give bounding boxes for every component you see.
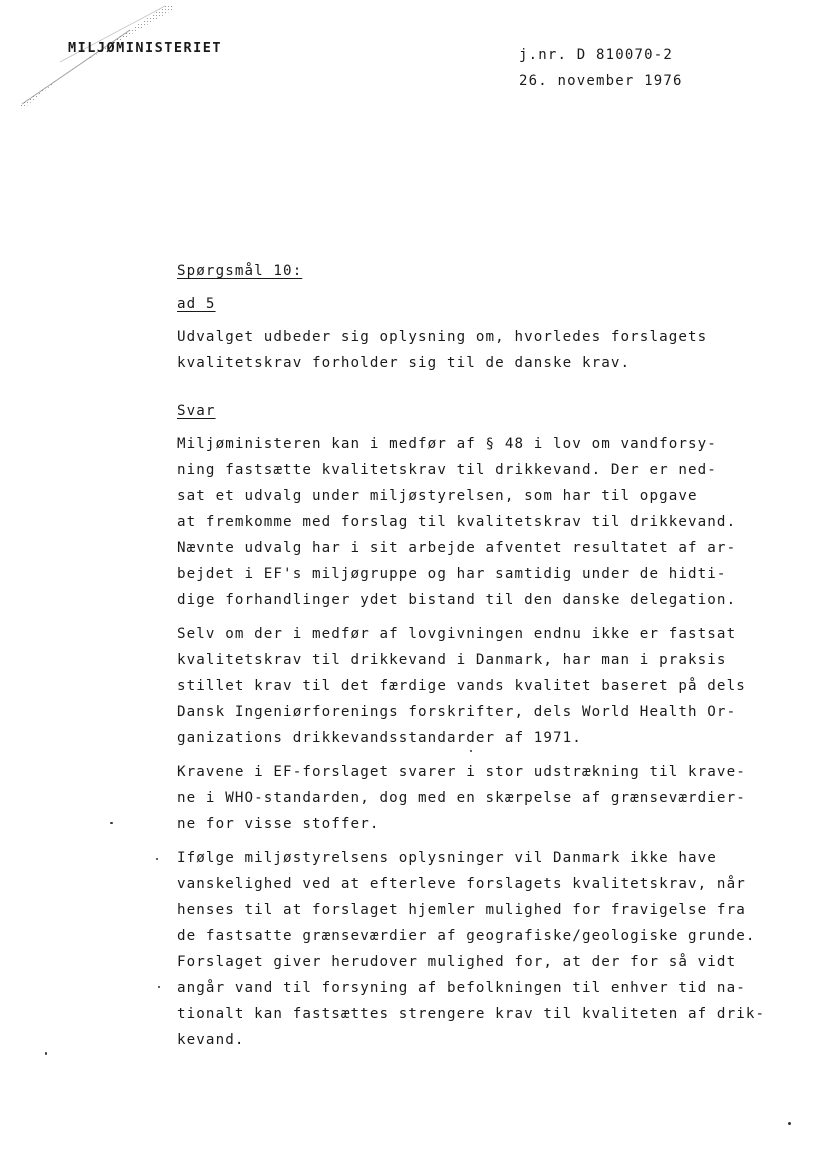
text-line: ganizations drikkevandsstandarder af 1971. bbox=[177, 730, 582, 746]
text-line: Miljøministeren kan i medfør af § 48 i lov om vandforsy- bbox=[177, 436, 717, 452]
text-line: Nævnte udvalg har i sit arbejde afventet resultatet af ar- bbox=[177, 540, 737, 556]
question-text bbox=[177, 324, 777, 376]
scan-speck bbox=[158, 986, 160, 988]
question-heading: Spørgsmål 10: bbox=[177, 263, 303, 279]
text-line: de fastsatte grænseværdier af geografiske/geologiske grunde. bbox=[177, 928, 756, 944]
document-date: 26. november 1976 bbox=[519, 73, 683, 89]
text-line: ning fastsætte kvalitetskrav til drikkevand. Der er ned- bbox=[177, 462, 717, 478]
text-line: kvalitetskrav til drikkevand i Danmark, har man i praksis bbox=[177, 652, 727, 668]
answer-paragraph-3 bbox=[177, 759, 777, 837]
scan-speck bbox=[156, 858, 158, 860]
text-line: tionalt kan fastsættes strengere krav til kvaliteten af drik- bbox=[177, 1006, 766, 1022]
text-line: angår vand til forsyning af befolkningen til enhver tid na- bbox=[177, 980, 746, 996]
text-line: Ifølge miljøstyrelsens oplysninger vil Danmark ikke have bbox=[177, 850, 717, 866]
document-body bbox=[177, 258, 777, 1053]
text-line: at fremkomme med forslag til kvalitetskrav til drikkevand. bbox=[177, 514, 737, 530]
question-subheading: ad 5 bbox=[177, 296, 216, 312]
text-line: henses til at forslaget hjemler mulighed for fravigelse fra bbox=[177, 902, 746, 918]
scan-speck bbox=[470, 750, 472, 752]
text-line: bejdet i EF's miljøgruppe og har samtidig under de hidti- bbox=[177, 566, 727, 582]
scan-speck bbox=[110, 822, 113, 824]
answer-section bbox=[177, 398, 777, 1053]
journal-number: j.nr. D 810070-2 bbox=[519, 47, 674, 63]
text-line: Dansk Ingeniørforenings forskrifter, dels World Health Or- bbox=[177, 704, 737, 720]
text-line: vanskelighed ved at efterleve forslagets kvalitetskrav, når bbox=[177, 876, 746, 892]
text-line: stillet krav til det færdige vands kvalitet baseret på dels bbox=[177, 678, 746, 694]
answer-paragraph-4 bbox=[177, 845, 777, 1053]
text-line: ne for visse stoffer. bbox=[177, 816, 380, 832]
reference-block bbox=[519, 42, 683, 94]
answer-paragraph-2 bbox=[177, 621, 777, 751]
ministry-letterhead: MILJØMINISTERIET bbox=[68, 40, 223, 56]
scan-speck bbox=[788, 1122, 791, 1125]
text-line: Forslaget giver herudover mulighed for, at der for så vidt bbox=[177, 954, 737, 970]
text-line: kvalitetskrav forholder sig til de danske krav. bbox=[177, 355, 631, 371]
text-line: Kravene i EF-forslaget svarer i stor udstrækning til krave- bbox=[177, 764, 746, 780]
text-line: dige forhandlinger ydet bistand til den danske delegation. bbox=[177, 592, 737, 608]
text-line: sat et udvalg under miljøstyrelsen, som har til opgave bbox=[177, 488, 698, 504]
text-line: kevand. bbox=[177, 1032, 245, 1048]
answer-paragraph-1 bbox=[177, 431, 777, 613]
text-line: Udvalget udbeder sig oplysning om, hvorledes forslagets bbox=[177, 329, 708, 345]
text-line: ne i WHO-standarden, dog med en skærpelse af grænseværdier- bbox=[177, 790, 746, 806]
question-section bbox=[177, 258, 777, 376]
answer-heading: Svar bbox=[177, 403, 216, 419]
text-line: Selv om der i medfør af lovgivningen endnu ikke er fastsat bbox=[177, 626, 737, 642]
scan-speck bbox=[45, 1052, 47, 1055]
